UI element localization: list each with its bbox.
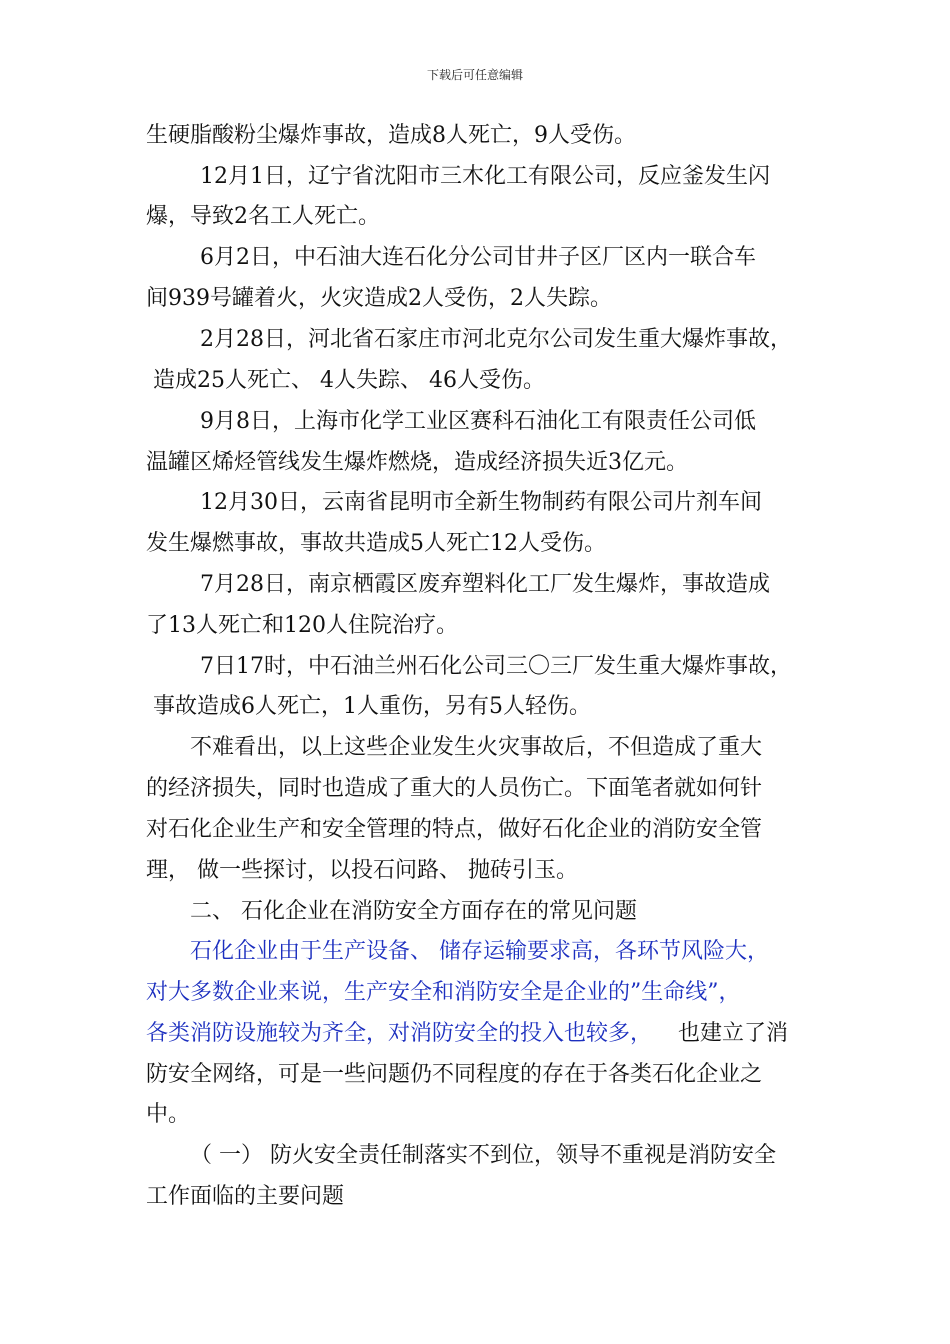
text-line: 不难看出，以上这些企业发生火灾事故后，不但造成了重大	[190, 735, 763, 760]
text-line: 间939号罐着火，火灾造成2人受伤，2人失踪。	[146, 286, 612, 311]
text-line: 造成25人死亡、 4人失踪、 46人受伤。	[153, 368, 545, 393]
text-line: 生硬脂酸粉尘爆炸事故，造成8人死亡，9人受伤。	[146, 123, 636, 148]
text-line: 2月28日，河北省石家庄市河北克尔公司发生重大爆炸事故，	[200, 327, 792, 352]
text-line: 理， 做一些探讨，以投石问路、 抛砖引玉。	[146, 858, 578, 883]
highlighted-text-line: 对大多数企业来说，生产安全和消防安全是企业的”生命线”，	[146, 980, 741, 1005]
page-header: 下载后可任意编辑	[426, 68, 523, 82]
text-line: 也建立了消	[678, 1021, 789, 1046]
text-line: 中。	[146, 1102, 191, 1127]
text-line: 7日17时，中石油兰州石化公司三〇三厂发生重大爆炸事故，	[200, 654, 792, 679]
text-line: 对石化企业生产和安全管理的特点，做好石化企业的消防安全管	[146, 817, 763, 842]
text-line: 12月30日，云南省昆明市全新生物制药有限公司片剂车间	[200, 490, 762, 515]
text-line: 温罐区烯烃管线发生爆炸燃烧，造成经济损失近3亿元。	[146, 450, 688, 475]
text-line: 的经济损失，同时也造成了重大的人员伤亡。下面笔者就如何针	[146, 776, 763, 801]
text-line: 防安全网络，可是一些问题仍不同程度的存在于各类石化企业之	[146, 1062, 763, 1087]
text-line: 了13人死亡和120人住院治疗。	[146, 613, 458, 638]
text-line: 事故造成6人死亡，1人重伤，另有5人轻伤。	[153, 694, 591, 719]
text-line: 发生爆燃事故，事故共造成5人死亡12人受伤。	[146, 531, 606, 556]
text-line: 爆，导致2名工人死亡。	[146, 204, 380, 229]
section-heading: 二、 石化企业在消防安全方面存在的常见问题	[190, 899, 637, 924]
highlighted-text-line: 各类消防设施较为齐全，对消防安全的投入也较多，	[146, 1021, 653, 1046]
text-line: 9月8日，上海市化学工业区赛科石油化工有限责任公司低	[200, 409, 756, 434]
text-line: 6月2日，中石油大连石化分公司甘井子区厂区内一联合车	[200, 245, 756, 270]
text-line: 工作面临的主要问题	[146, 1184, 345, 1209]
text-line: 12月1日，辽宁省沈阳市三木化工有限公司，反应釜发生闪	[200, 164, 770, 189]
subsection-heading: （ 一） 防火安全责任制落实不到位，领导不重视是消防安全	[190, 1143, 776, 1168]
highlighted-text-line: 石化企业由于生产设备、 储存运输要求高，各环节风险大，	[190, 939, 769, 964]
text-line: 7月28日，南京栖霞区废弃塑料化工厂发生爆炸，事故造成	[200, 572, 770, 597]
